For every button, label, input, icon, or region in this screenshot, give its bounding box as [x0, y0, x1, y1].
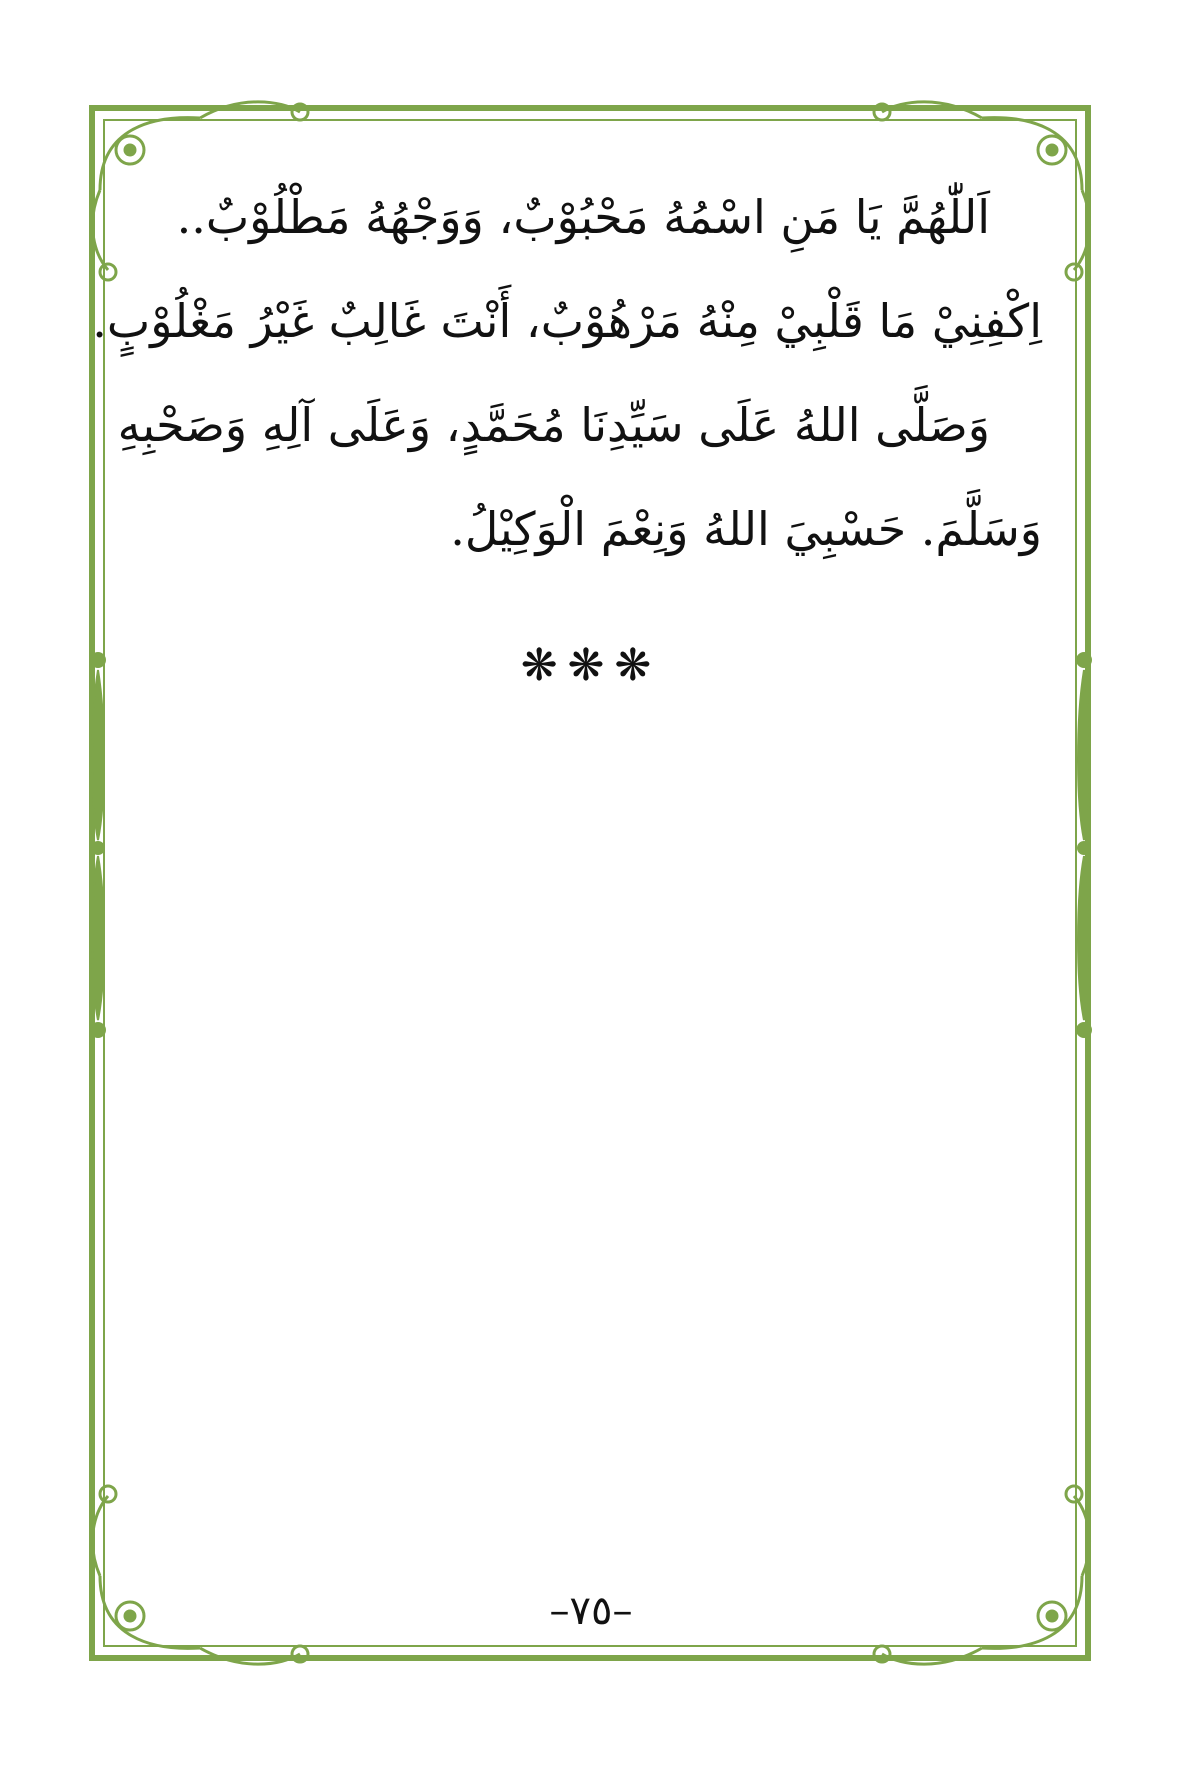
corner-ornament-bottom-left: [92, 1486, 308, 1664]
prayer-line-1: اَللّٰهُمَّ يَا مَنِ اسْمُهُ مَحْبُوْبٌ، وَوَجْهُهُ مَطْلُوْبٌ..: [176, 190, 990, 244]
prayer-text: [92, 165, 1042, 581]
page-number: –٧٥–: [549, 1588, 633, 1634]
prayer-line-3: وَصَلَّى اللهُ عَلَى سَيِّدِنَا مُحَمَّدٍ، وَعَلَى آلِهِ وَصَحْبِهِ: [117, 398, 990, 452]
section-separator: ❋❋❋: [520, 640, 662, 691]
prayer-line-4: وَسَلَّمَ. حَسْبِيَ اللهُ وَنِعْمَ الْوَكِيْلُ.: [450, 502, 1042, 556]
prayer-line-2: اِكْفِنِيْ مَا قَلْبِيْ مِنْهُ مَرْهُوْبٌ، أَنْتَ غَالِبٌ غَيْرُ مَغْلُوْبٍ.: [92, 294, 1042, 348]
side-ornament-right: [1077, 653, 1091, 1037]
side-ornament-left: [91, 653, 105, 1037]
corner-ornament-bottom-right: [874, 1486, 1090, 1664]
